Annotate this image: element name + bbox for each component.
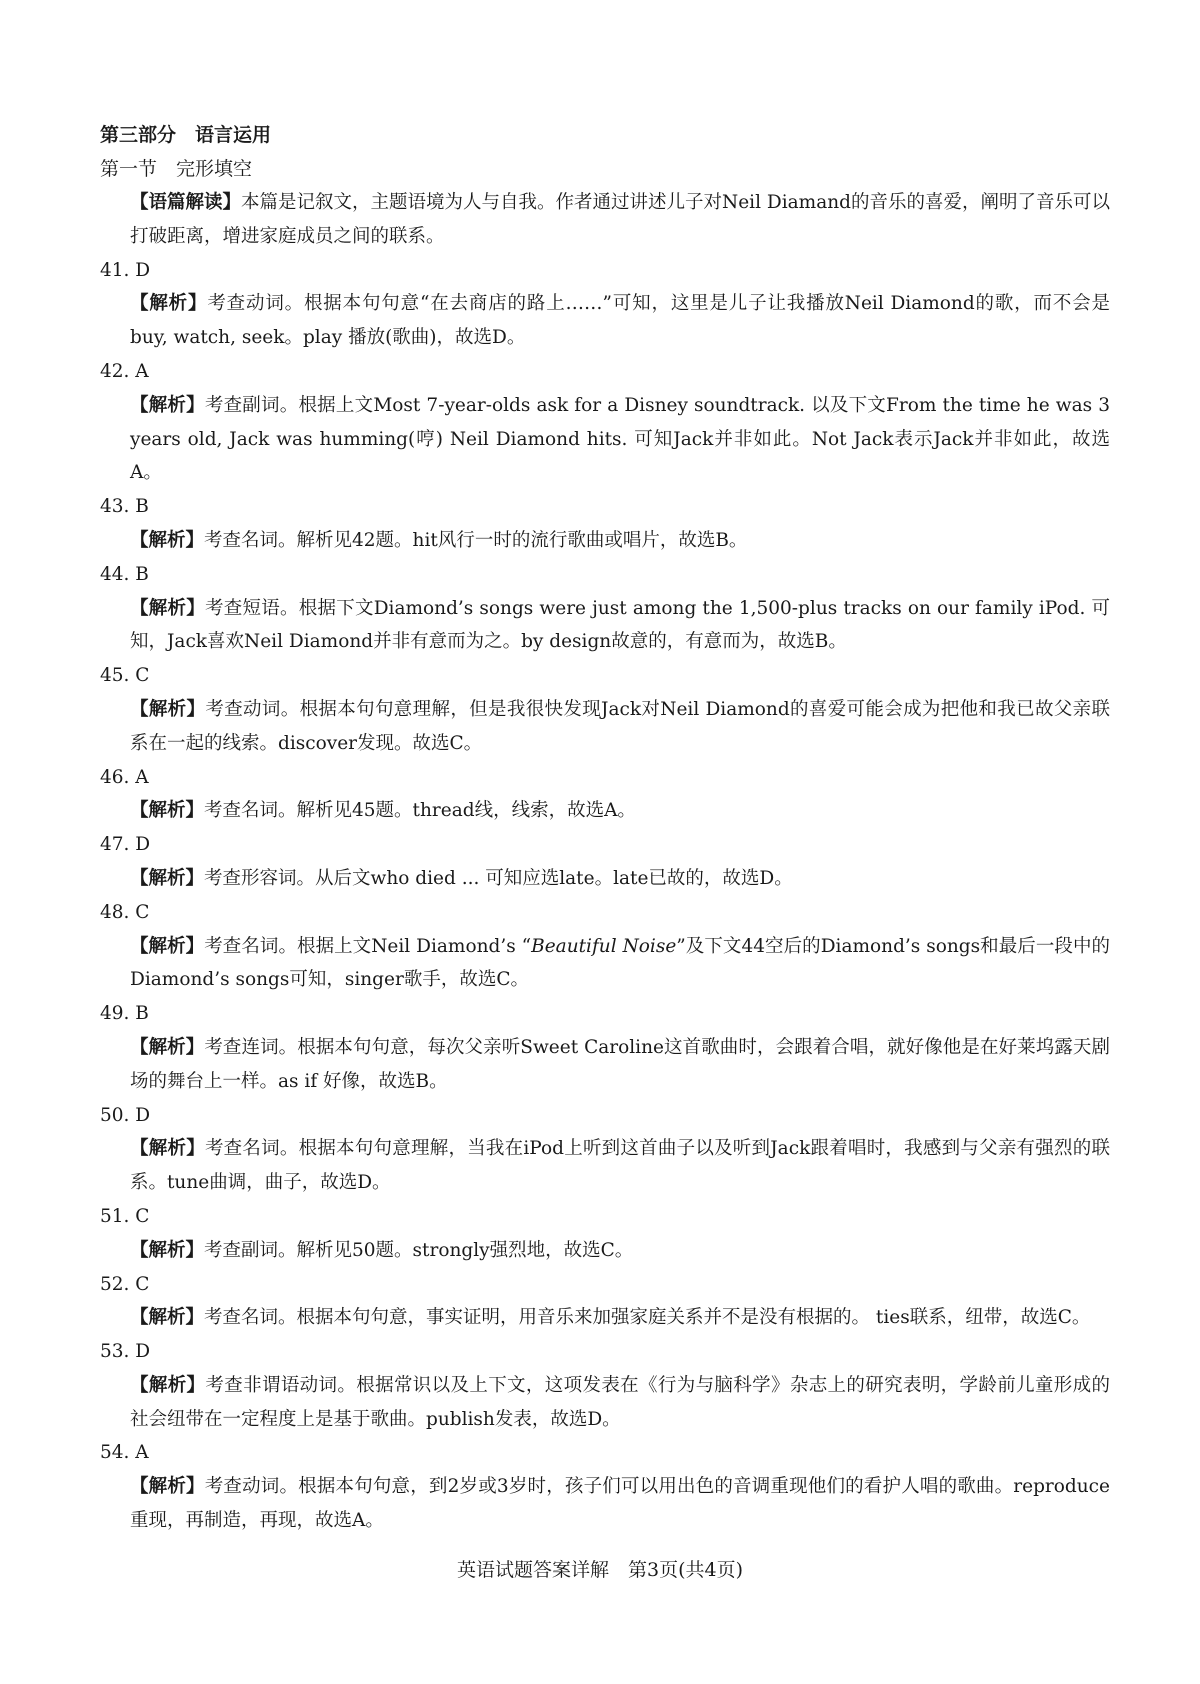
analysis-tag: 【解析】	[130, 1036, 205, 1058]
analysis-tag: 【解析】	[130, 394, 205, 416]
analysis-46	[100, 794, 1110, 828]
analysis-42	[100, 389, 1110, 490]
page-footer: 英语试题答案详解 第3页(共4页)	[456, 1559, 743, 1581]
analysis-tag: 【解析】	[130, 1138, 205, 1160]
answer-52: 52. C	[100, 1273, 150, 1295]
analysis-48	[100, 930, 1110, 998]
answer-50: 50. D	[100, 1104, 151, 1126]
analysis-text: ”及下文44空后的Diamond’s songs和最后一段中的Diamond’s songs可知，singer歌手，故选C。	[130, 935, 1110, 991]
analysis-47	[100, 862, 1110, 896]
song-title: Beautiful Noise	[531, 935, 677, 957]
analysis-43	[100, 524, 1110, 558]
analysis-text: 考查动词。根据本句句意，到2岁或3岁时，孩子们可以用出色的音调重现他们的看护人唱的歌曲。reproduce重现，再制造，再现，故选A。	[130, 1476, 1110, 1532]
analysis-text: 考查动词。根据本句句意“在去商店的路上……”可知，这里是儿子让我播放Neil Diamond的歌，而不会是buy, watch, seek。play 播放(歌曲)，故选D。	[130, 293, 1110, 349]
analysis-text: 考查非谓语动词。根据常识以及上下文，这项发表在《行为与脑科学》杂志上的研究表明，学龄前儿童形成的社会纽带在一定程度上是基于歌曲。publish发表，故选D。	[130, 1374, 1110, 1430]
analysis-44	[100, 592, 1110, 660]
passage-intro	[100, 186, 1110, 254]
analysis-54	[100, 1470, 1110, 1538]
analysis-tag: 【解析】	[130, 529, 205, 551]
analysis-53	[100, 1369, 1110, 1437]
answer-45: 45. C	[100, 665, 150, 687]
analysis-tag: 【解析】	[130, 800, 205, 822]
analysis-text: 考查连词。根据本句句意，每次父亲听Sweet Caroline这首歌曲时，会跟着合唱，就好像他是在好莱坞露天剧场的舞台上一样。as if 好像，故选B。	[130, 1036, 1110, 1092]
answer-51: 51. C	[100, 1205, 150, 1227]
answer-49: 49. B	[100, 1003, 149, 1025]
answer-43: 43. B	[100, 496, 149, 518]
analysis-text: 考查名词。根据上文Neil Diamond’s “	[204, 935, 532, 957]
analysis-51	[100, 1234, 1110, 1268]
analysis-tag: 【解析】	[130, 867, 205, 889]
answer-42: 42. A	[100, 360, 149, 382]
analysis-45	[100, 693, 1110, 761]
analysis-tag: 【解析】	[130, 293, 208, 315]
answer-46: 46. A	[100, 766, 149, 788]
analysis-text: 考查短语。根据下文Diamond’s songs were just among the 1,500-plus tracks on our family iPod. 可知，Jack喜欢Neil Diamond并非有意而为之。by design故意的，有意而为，故选B。	[130, 597, 1110, 653]
analysis-text: 考查名词。解析见42题。hit风行一时的流行歌曲或唱片，故选B。	[204, 529, 748, 551]
analysis-text: 考查动词。根据本句句意理解，但是我很快发现Jack对Neil Diamond的喜爱可能会成为把他和我已故父亲联系在一起的线索。discover发现。故选C。	[130, 698, 1110, 754]
intro-tag: 【语篇解读】	[130, 192, 242, 213]
analysis-tag: 【解析】	[130, 1476, 205, 1498]
analysis-tag: 【解析】	[130, 935, 205, 957]
answer-41: 41. D	[100, 259, 151, 281]
answer-54: 54. A	[100, 1442, 149, 1464]
analysis-text: 考查名词。根据本句句意理解，当我在iPod上听到这首曲子以及听到Jack跟着唱时，我感到与父亲有强烈的联系。tune曲调，曲子，故选D。	[130, 1138, 1110, 1194]
analysis-tag: 【解析】	[130, 1307, 205, 1329]
analysis-text: 考查副词。根据上文Most 7-year-olds ask for a Disney soundtrack. 以及下文From the time he was 3 years old, Jack was humming(哼) Neil Diamond hits. 可知Jack并非如此。Not Jack表示Jack并非如此，故选A。	[130, 394, 1110, 484]
answer-47: 47. D	[100, 834, 151, 856]
analysis-text: 考查形容词。从后文who died ... 可知应选late。late已故的，故选D。	[204, 867, 793, 889]
analysis-tag: 【解析】	[130, 698, 206, 720]
analysis-text: 考查名词。解析见45题。thread线，线索，故选A。	[204, 800, 636, 822]
analysis-tag: 【解析】	[130, 1239, 205, 1261]
analysis-text: 考查名词。根据本句句意，事实证明，用音乐来加强家庭关系并不是没有根据的。 ties联系，纽带，故选C。	[204, 1307, 1091, 1329]
answer-48: 48. C	[100, 901, 150, 923]
answer-sheet	[100, 118, 1110, 1538]
part-title: 第三部分 语言运用	[100, 124, 272, 146]
answer-53: 53. D	[100, 1341, 151, 1363]
section-title: 第一节 完形填空	[100, 158, 253, 180]
answer-44: 44. B	[100, 563, 149, 585]
intro-text: 本篇是记叙文，主题语境为人与自我。作者通过讲述儿子对Neil Diamand的音乐的喜爱，阐明了音乐可以打破距离，增进家庭成员之间的联系。	[130, 192, 1110, 247]
analysis-52	[100, 1301, 1110, 1335]
analysis-50	[100, 1132, 1110, 1200]
analysis-text: 考查副词。解析见50题。strongly强烈地，故选C。	[204, 1239, 634, 1261]
analysis-41	[100, 287, 1110, 355]
analysis-tag: 【解析】	[130, 1374, 206, 1396]
analysis-tag: 【解析】	[130, 597, 205, 619]
analysis-49	[100, 1031, 1110, 1099]
